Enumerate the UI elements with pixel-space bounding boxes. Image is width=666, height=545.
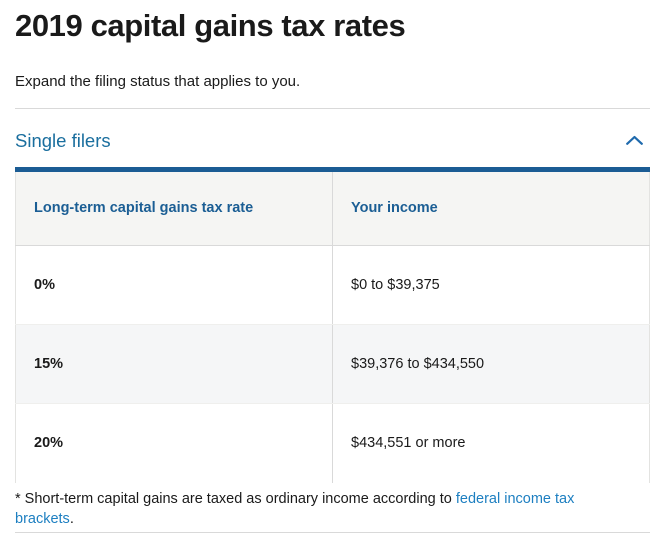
accordion-single-filers [15,108,650,533]
income-cell: $434,551 or more [333,404,650,483]
column-header-income: Your income [333,170,650,246]
page-subtitle: Expand the filing status that applies to you. [15,73,301,90]
capital-gains-table [15,167,650,483]
column-header-rate: Long-term capital gains tax rate [16,170,333,246]
accordion-panel [15,167,650,532]
footnote-text: * Short-term capital gains are taxed as ordinary income according to [15,490,456,507]
chevron-up-icon[interactable] [625,135,644,146]
page-title: 2019 capital gains tax rates [15,8,406,43]
table-row [16,246,650,325]
income-cell: $0 to $39,375 [333,246,650,325]
table-header-row [16,170,650,246]
footnote-period: . [69,510,74,527]
federal-income-tax-brackets-link[interactable]: federal income tax brackets [15,490,575,527]
footnote [15,489,627,532]
rate-cell: 20% [34,435,64,452]
income-cell: $39,376 to $434,550 [333,325,650,404]
table-row [16,325,650,404]
rate-cell: 15% [16,325,333,404]
table-row [16,404,650,483]
accordion-label: Single filers [15,130,111,151]
accordion-header[interactable] [15,109,650,167]
rate-cell: 0% [16,246,333,325]
